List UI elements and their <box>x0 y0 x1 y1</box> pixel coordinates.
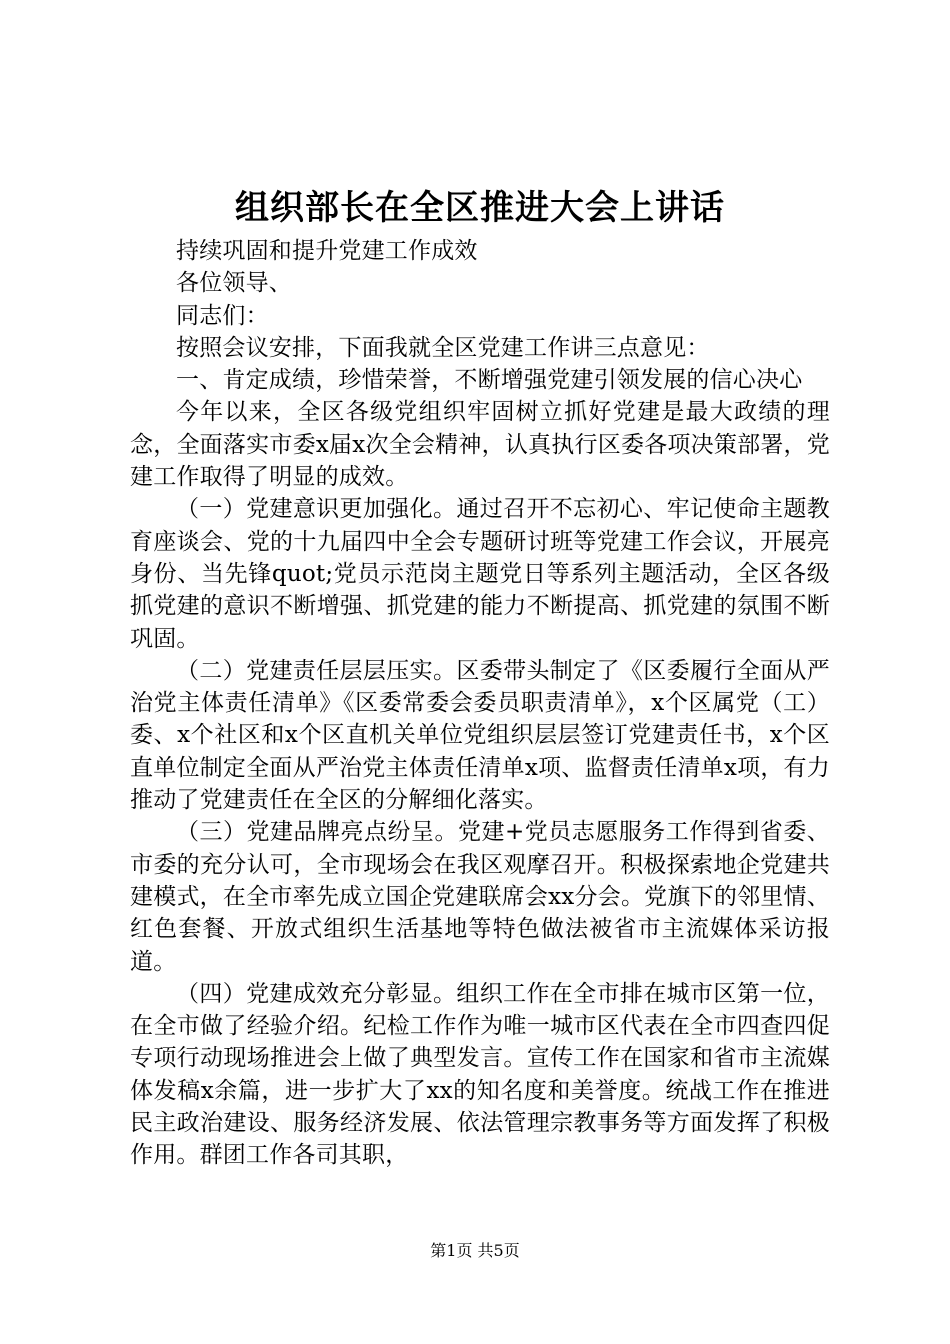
intro-paragraph: 按照会议安排，下面我就全区党建工作讲三点意见： <box>176 334 710 361</box>
subtitle-paragraph: 持续巩固和提升党建工作成效 <box>176 238 478 264</box>
body-paragraph: （一）党建意识更加强化。通过召开不忘初心、牢记使命主题教育座谈会、党的十九届四中全会专题研讨班等党建工作会议，开展亮身份、当先锋quot;党员示范岗主题党日等系列主题活动，全区各级抓党建的意识不断增强、抓党建的能力不断提高、抓党建的氛围不断巩固。 <box>130 496 830 652</box>
document-page <box>130 185 830 1172</box>
page-footer: 第1页 共5页 <box>430 1241 520 1260</box>
section-heading-1: 一、肯定成绩，珍惜荣誉，不断增强党建引领发展的信心决心 <box>176 367 803 394</box>
salutation-comrades: 同志们： <box>176 302 269 329</box>
body-paragraph: （三）党建品牌亮点纷呈。党建+党员志愿服务工作得到省委、市委的充分认可，全市现场会在我区观摩召开。积极探索地企党建共建模式，在全市率先成立国企党建联席会xx分会。党旗下的邻里情、红色套餐、开放式组织生活基地等特色做法被省市主流媒体采访报道。 <box>130 819 830 975</box>
document-title: 组织部长在全区推进大会上讲话 <box>235 188 725 228</box>
body-paragraph: （四）党建成效充分彰显。组织工作在全市排在城市区第一位，在全市做了经验介绍。纪检工作作为唯一城市区代表在全市四查四促专项行动现场推进会上做了典型发言。宣传工作在国家和省市主流媒体发稿x余篇，进一步扩大了xx的知名度和美誉度。统战工作在推进民主政治建设、服务经济发展、依法管理宗教事务等方面发挥了积极作用。群团工作各司其职， <box>130 980 830 1169</box>
body-paragraph: 今年以来，全区各级党组织牢固树立抓好党建是最大政绩的理念，全面落实市委x届x次全会精神，认真执行区委各项决策部署，党建工作取得了明显的成效。 <box>130 399 830 491</box>
salutation-leaders: 各位领导、 <box>176 270 292 297</box>
body-paragraph: （二）党建责任层层压实。区委带头制定了《区委履行全面从严治党主体责任清单》《区委常委会委员职责清单》，x个区属党（工）委、x个社区和x个区直机关单位党组织层层签订党建责任书，x个区直单位制定全面从严治党主体责任清单x项、监督责任清单x项，有力推动了党建责任在全区的分解细化落实。 <box>130 657 830 814</box>
